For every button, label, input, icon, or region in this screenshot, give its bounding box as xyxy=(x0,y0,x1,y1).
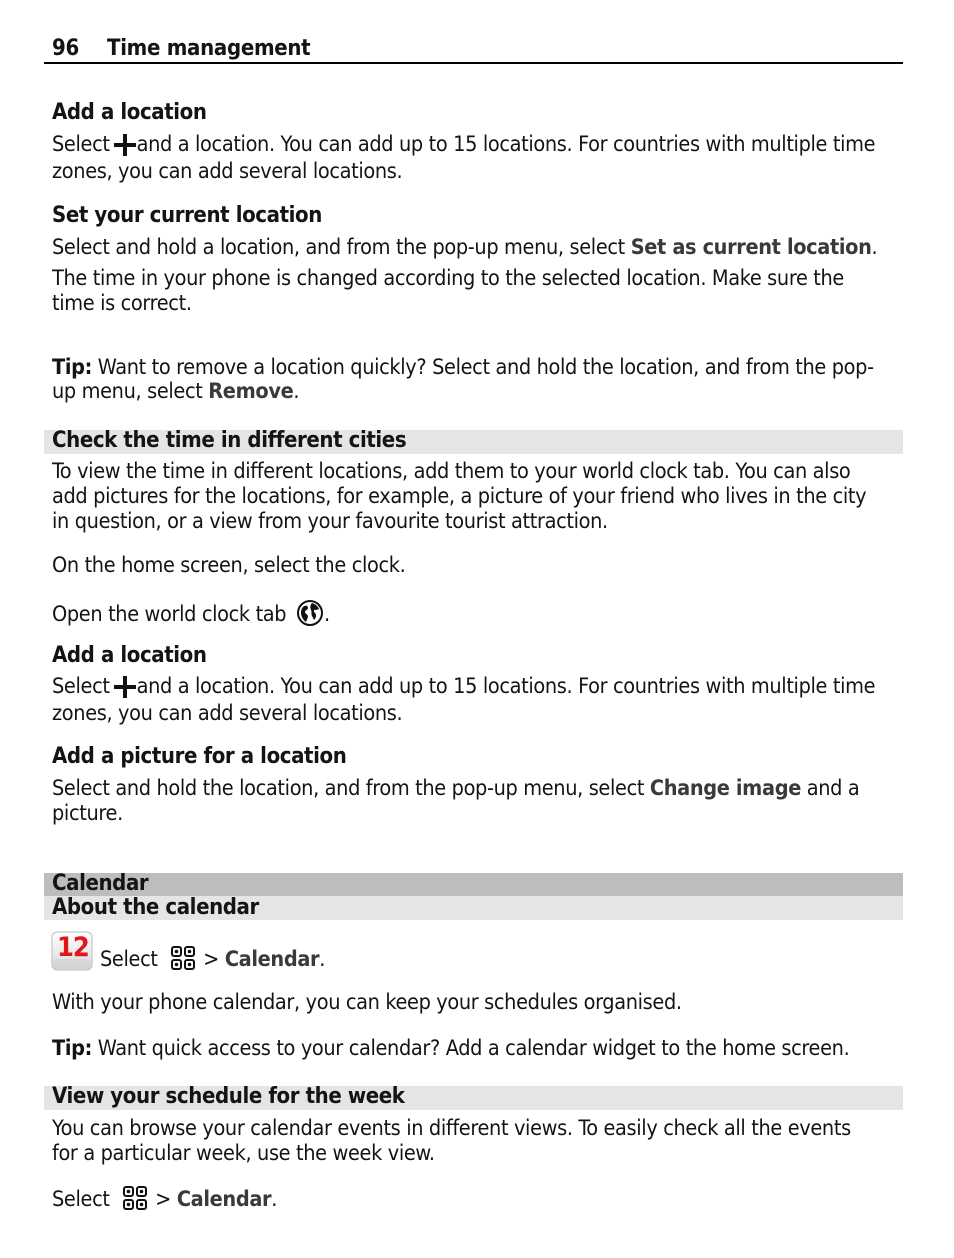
chapter-title: Time management xyxy=(107,36,311,61)
add-location-line-1: Select and a location. You can add up to 15 locations. For countries with multiple time xyxy=(52,132,876,157)
check-open-tab: Open the world clock tab . xyxy=(52,599,330,627)
tip-remove-line-2: up menu, select Remove. xyxy=(52,379,300,404)
plus-icon xyxy=(114,677,136,697)
about-select-calendar: Select > Calendar. xyxy=(100,944,325,972)
set-location-line-3: time is correct. xyxy=(52,291,192,316)
week-line-1: You can browse your calendar events in different views. To easily check all the events xyxy=(52,1116,851,1141)
plus-icon xyxy=(114,135,136,155)
check-home-screen: On the home screen, select the clock. xyxy=(52,553,406,578)
add-location-2-line-1: Select and a location. You can add up to 15 locations. For countries with multiple time xyxy=(52,674,876,699)
calendar-app-icon xyxy=(50,929,94,973)
menu-option-remove: Remove xyxy=(208,379,294,404)
globe-icon xyxy=(296,599,324,627)
set-location-line-2: The time in your phone is changed according to the selected location. Make sure the xyxy=(52,266,844,291)
add-location-2-line-2: zones, you can add several locations. xyxy=(52,701,403,726)
section-band-check-time: Check the time in different cities xyxy=(44,430,903,454)
check-line-1: To view the time in different locations, add them to your world clock tab. You can also xyxy=(52,459,851,484)
tip-remove-line-1: Tip: Want to remove a location quickly? Select and hold the location, and from the pop- xyxy=(52,355,874,380)
check-line-3: in question, or a view from your favourite tourist attraction. xyxy=(52,509,608,534)
menu-option-calendar: Calendar xyxy=(224,947,320,972)
menu-option-set-as-current-location: Set as current location xyxy=(630,235,872,260)
heading-add-location-2: Add a location xyxy=(52,643,207,668)
calendar-icon-date: 12 xyxy=(57,932,89,963)
menu-grid-icon xyxy=(169,944,197,972)
heading-add-picture: Add a picture for a location xyxy=(52,744,347,769)
menu-grid-icon xyxy=(121,1184,149,1212)
about-body: With your phone calendar, you can keep your schedules organised. xyxy=(52,990,682,1015)
heading-set-current-location: Set your current location xyxy=(52,203,322,228)
section-band-about-calendar: About the calendar xyxy=(44,896,903,920)
menu-option-change-image: Change image xyxy=(649,776,801,801)
week-select-calendar: Select > Calendar. xyxy=(52,1184,277,1212)
add-picture-line-2: picture. xyxy=(52,801,123,826)
page-number: 96 xyxy=(52,36,79,61)
set-location-line-1: Select and hold a location, and from the pop-up menu, select Set as current location. xyxy=(52,235,878,260)
page-header xyxy=(44,34,903,64)
week-line-2: for a particular week, use the week view. xyxy=(52,1141,435,1166)
add-location-line-2: zones, you can add several locations. xyxy=(52,159,403,184)
tip-calendar-widget: Tip: Want quick access to your calendar? Add a calendar widget to the home screen. xyxy=(52,1036,850,1061)
add-picture-line-1: Select and hold the location, and from the pop-up menu, select Change image and a xyxy=(52,776,860,801)
section-band-week-view: View your schedule for the week xyxy=(44,1086,903,1110)
section-band-calendar: Calendar xyxy=(44,873,903,896)
menu-option-calendar-2: Calendar xyxy=(176,1187,272,1212)
heading-add-location: Add a location xyxy=(52,100,207,125)
check-line-2: add pictures for the locations, for example, a picture of your friend who lives in the city xyxy=(52,484,867,509)
